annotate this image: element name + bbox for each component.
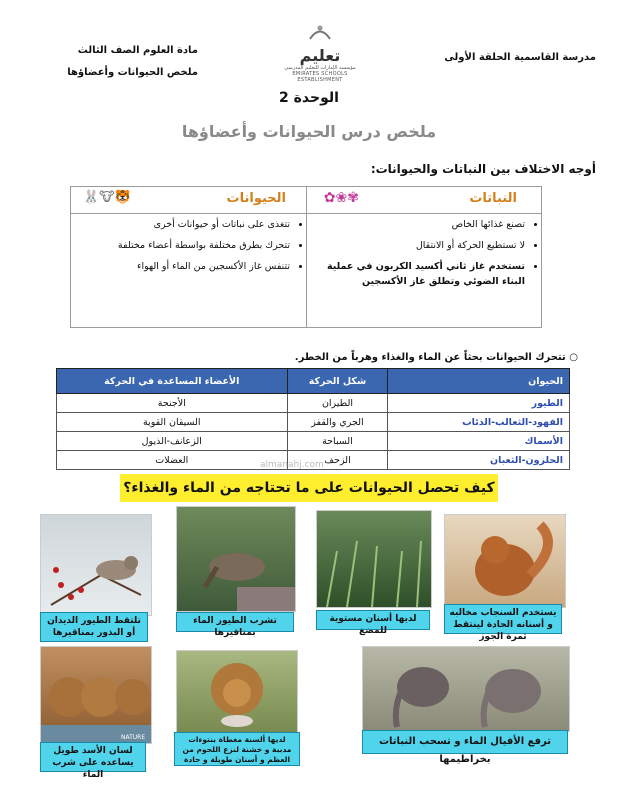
bullet-circle-icon: ○ [565,352,578,363]
caption-bird-worms: تلتقط الطيور الديدان أو البذور بمناقيرها [40,612,148,642]
plants-column [306,187,541,327]
table-header-cell: الحيوان [388,369,570,394]
summary-line: ملخص الحيوانات وأعضاؤها [67,67,198,78]
table-row [57,432,570,451]
movement-cell: الزحف [287,451,388,470]
grass-icon [317,511,431,607]
unit-title: الوحدة 2 [279,90,339,106]
animals-column [71,187,306,327]
table-header-cell: الأعضاء المساعدة في الحركة [57,369,288,394]
caption-elephant: ترفع الأفيال الماء و تسحب النباتات بخراطيمها [362,730,568,754]
organ-cell: السيقان القوية [57,413,288,432]
bird-berries-photo [40,514,152,616]
lions-drinking-photo [40,646,152,744]
plants-item: • تصنع غذائها الخاص [306,217,525,232]
goose-icon [177,507,295,611]
photo-credit: NATURE [121,734,146,741]
squirrel-photo [444,514,566,608]
caption-lion-tongue: لسان الأسد طويل يساعده على شرب الماء [40,742,146,772]
school-name: مدرسة القاسمية الحلقة الأولى [444,52,596,63]
movement-intro [295,352,578,363]
table-row [57,413,570,432]
header-left [58,40,198,84]
comparison-table [70,186,542,328]
table-header-cell: شكل الحركة [287,369,388,394]
bird-water-photo [176,506,296,612]
organ-cell: العضلات [57,451,288,470]
logo-mark: تعليم [299,46,341,65]
plants-item: • لا تستطيع الحركة أو الانتقال [306,238,525,253]
lion-eating-icon [177,651,297,733]
movement-table [56,368,570,470]
subject-line: مادة العلوم الصف الثالث [77,45,198,56]
animals-icon: 🐰🐮🐯 [83,190,131,205]
animal-cell: الحلزون-الثعبان [388,451,570,470]
lion-eating-photo [176,650,298,734]
lesson-title: ملخص درس الحيوانات وأعضاؤها [181,122,437,141]
plants-item: • تستخدم غاز ثاني أكسيد الكربون في عملية البناء الضوئي وتطلق غاز الأكسجين [306,259,525,289]
animals-item: • تتنفس غاز الأكسجين من الماء أو الهواء [71,259,290,274]
animals-item: • تتحرك بطرق مختلفة بواسطة أعضاء مختلفة [71,238,290,253]
question-banner: كيف تحصل الحيوانات على ما تحتاجه من الماء والغذاء؟ [120,474,498,502]
caption-flat-teeth: لديها أسنان مستوية للمضغ [316,610,430,630]
animal-cell: الطيور [388,394,570,413]
movement-cell: السباحة [287,432,388,451]
animals-list [65,217,306,280]
caption-squirrel: يستخدم السنجاب مخالبه و أسنانه الحادة لينتقط ثمرة الجوز [444,604,562,634]
watermark: almanahj.com [260,460,324,470]
movement-intro-text: تتحرك الحيوانات بحثاً عن الماء والغذاء وهرباً من الخطر. [294,352,566,363]
organ-cell: الزعانف-الذيول [57,432,288,451]
animals-item: • تتغذى على نباتات أو حيوانات أخرى [71,217,290,232]
plants-header: النباتات [469,191,517,206]
animal-cell: الأسماك [388,432,570,451]
organ-cell: الأجنحة [57,394,288,413]
differences-heading: أوجه الاختلاف بين النباتات والحيوانات: [370,162,596,176]
movement-cell: الطيران [287,394,388,413]
logo-line1: مؤسسة الإمارات للتعليم المدرسي [284,65,356,71]
plants-list [300,217,541,295]
flowers-icon: ✿❀✾ [323,190,359,206]
table-row [57,394,570,413]
squirrel-icon [445,515,565,607]
logo-icon [307,22,333,42]
animal-cell: الفهود-الثعالب-الذئاب [388,413,570,432]
logo-line2: EMIRATES SCHOOLS ESTABLISHMENT [292,71,348,83]
animals-header: الحيوانات [226,191,286,206]
bird-icon [41,515,151,615]
movement-cell: الجري والقفز [287,413,388,432]
elephants-photo [362,646,570,732]
table-header-row [57,369,570,394]
grazing-animal-photo [316,510,432,608]
elephant-icon [363,647,569,731]
caption-bird-water: تشرب الطيور الماء بمناقيرها [176,612,294,632]
caption-lion-teeth: لديها ألسنة مغطاة بنتوءات مدببة و خشنة لنزع اللحوم من العظم و أسنان طويلة و حادة [174,732,300,766]
ministry-logo [270,22,370,83]
lion-icon [41,647,151,743]
